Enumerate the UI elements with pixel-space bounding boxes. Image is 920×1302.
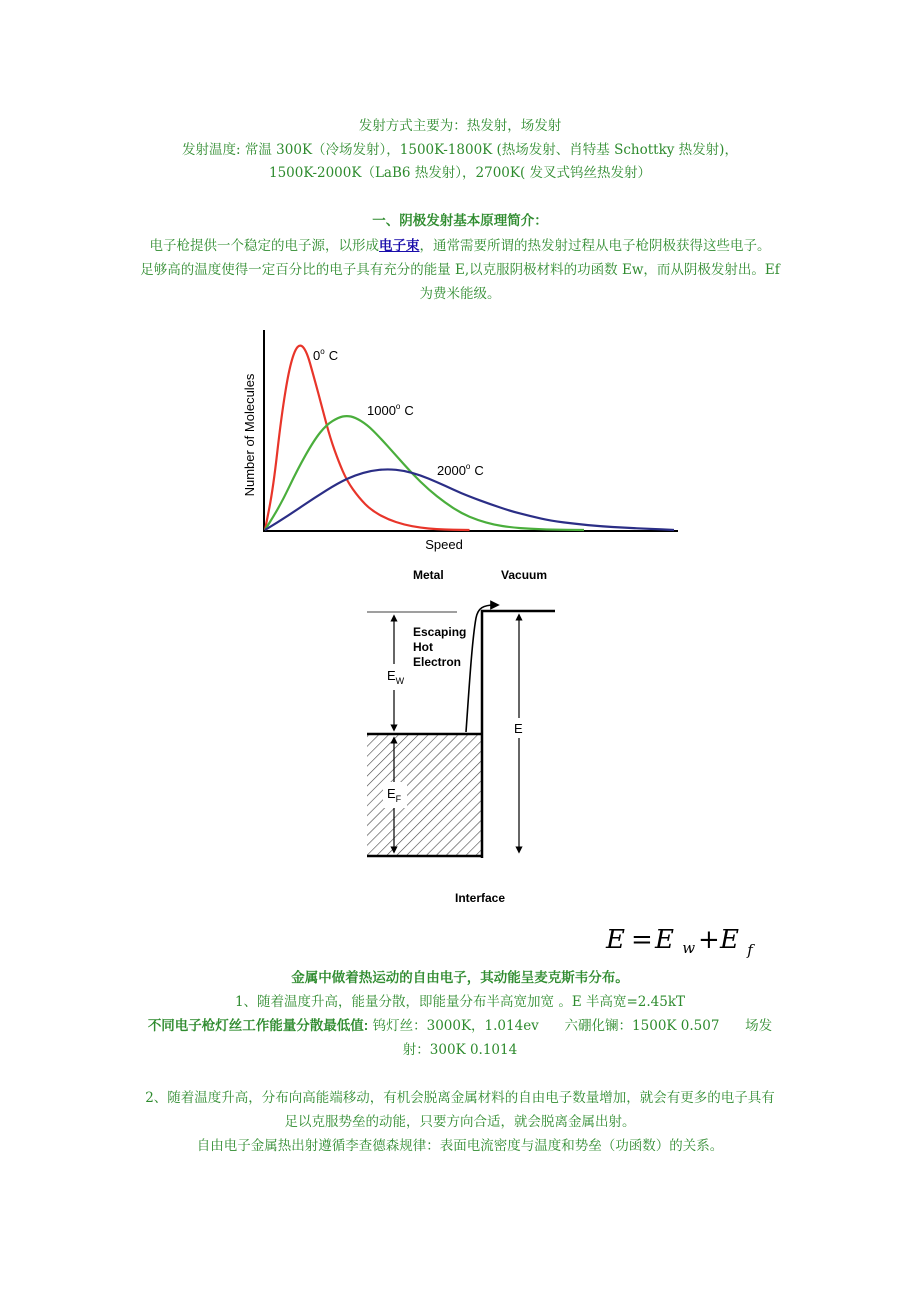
series-label-2000c: 2000$^o$ C [437, 462, 484, 478]
paragraph-text-before-link: 电子枪提供一个稳定的电子源，以形成 [149, 238, 379, 254]
escaping-label-3: Electron [413, 655, 462, 669]
energy-spread-label: 不同电子枪灯丝工作能量分散最低值: [147, 1018, 369, 1033]
total-energy-label: E [514, 721, 523, 736]
metal-label: Metal [413, 568, 444, 582]
chart-axes [264, 330, 678, 532]
point-2-line-2: 足以克服势垒的动能，只要方向合适，就会脱离金属出射。 [284, 1114, 636, 1130]
intro-line-3: 1500K-2000K（LaB6 热发射），2700K( 发叉式钨丝热发射） [268, 165, 652, 181]
series-line-1 [265, 416, 584, 530]
point-2-line-1: 2、随着温度升高，分布向高能端移动，有机会脱离金属材料的自由电子数量增加，就会有更多的电子具有 [145, 1090, 775, 1106]
point-1-text: 1、随着温度升高，能量分散，即能量分布半高宽加宽 。E 半高宽=2.45kT [234, 994, 686, 1010]
richardson-law-text: 自由电子金属热出射遵循李查德森规律：表面电流密度与温度和势垒（功函数）的关系。 [196, 1138, 724, 1154]
work-function-label: $E_W$ [387, 668, 405, 686]
svg-text:E = E w +: E = E w + E $_f$ [606, 925, 753, 959]
energy-spread-continuation: 射：300K 0.1014 [402, 1042, 518, 1058]
y-axis-label: Number of Molecules [242, 373, 257, 497]
energy-spread-values: 钨灯丝：3000K，1.014ev 六硼化镧：1500K 0.507 场发 [368, 1018, 773, 1034]
series-line-2 [265, 469, 674, 530]
section-paragraph-1 [0, 236, 920, 256]
fermi-energy-label: $E_F$ [387, 786, 402, 804]
paragraph-text-after-link: ，通常需要所谓的热发射过程从电子枪阴极获得这些电子。 [419, 238, 771, 254]
vacuum-label: Vacuum [501, 568, 548, 582]
section-paragraph-2: 足够高的温度使得一定百分比的电子具有充分的能量 E,以克服阴极材料的功函数 Ew，而从阴极发射出。Ef [140, 262, 780, 278]
x-axis-label: Speed [425, 537, 463, 552]
work-function-diagram [355, 560, 575, 915]
maxwell-distribution-heading: 金属中做着热运动的自由电子，其动能呈麦克斯韦分布。 [291, 970, 629, 985]
section-title: 一、阴极发射基本原理简介： [372, 213, 548, 228]
series-line-0 [265, 346, 470, 530]
escaping-electron-arrow [466, 605, 495, 732]
series-label-1000c: 1000$^o$ C [367, 402, 414, 418]
intro-line-1: 发射方式主要为：热发射，场发射 [358, 118, 562, 134]
intro-line-2: 发射温度: 常温 300K（冷场发射），1500K-1800K (热场发射、肖特基 Schottky 热发射)， [182, 142, 738, 158]
maxwell-distribution-chart [236, 320, 686, 555]
escaping-label-1: Escaping [413, 625, 467, 639]
interface-label: Interface [455, 891, 506, 905]
energy-formula [600, 916, 770, 966]
electron-beam-link[interactable]: 电子束 [379, 238, 420, 254]
energy-spread-line [0, 1016, 920, 1036]
section-paragraph-3: 为费米能级。 [419, 286, 501, 302]
escaping-label-2: Hot [413, 640, 433, 654]
series-label-0c: 0$^o$ C [313, 347, 339, 363]
